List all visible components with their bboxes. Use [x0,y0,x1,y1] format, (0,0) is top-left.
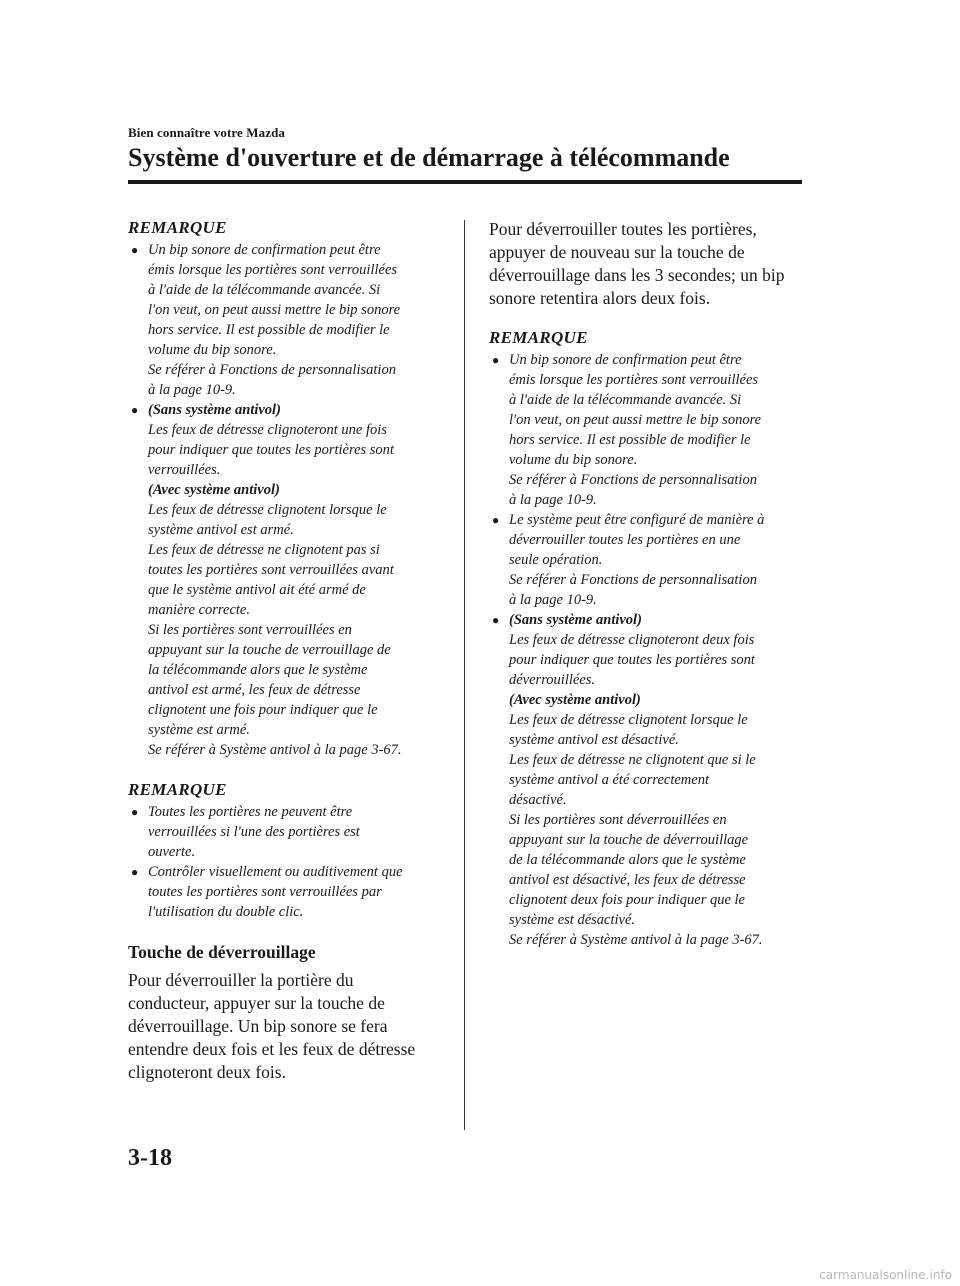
text-line: Se référer à Fonctions de personnalisation [509,572,757,588]
text-line: l'on veut, on peut aussi mettre le bip sonore [509,412,762,428]
text-line: Un bip sonore de confirmation peut être [509,352,742,368]
text-line: à la page 10-9. [509,492,597,508]
note-heading: REMARQUE [128,780,227,799]
note-item [128,400,440,760]
note-item [489,610,807,950]
text-line: seule opération. [509,552,603,568]
left-column [128,218,440,1084]
note-heading: REMARQUE [128,218,227,237]
watermark: carmanualsonline.info [819,1268,952,1282]
text-line: émis lorsque les portières sont verrouillées [148,262,398,278]
note-list [128,802,440,922]
text-line: Si les portières sont verrouillées en [148,622,352,638]
page-title: Système d'ouverture et de démarrage à télécommande [128,143,730,172]
bullet-icon: ● [492,353,500,367]
text-line: Les feux de détresse clignotent lorsque le [509,712,748,728]
note-list [128,240,440,760]
text-line: clignotent deux fois pour indiquer que le [509,892,745,908]
text-line: Si les portières sont déverrouillées en [509,812,727,828]
text-line: système est armé. [148,722,250,738]
section-heading: Touche de déverrouillage [128,942,316,962]
text-line: déverrouiller toutes les portières en une [509,532,741,548]
text-line: Pour déverrouiller la portière du [128,970,354,990]
text-line: émis lorsque les portières sont verrouillées [509,372,759,388]
text-line: à l'aide de la télécommande avancée. Si [509,392,742,408]
text-line: Les feux de détresse clignoteront deux fois [509,632,755,648]
text-line: sonore retentira alors deux fois. [489,288,711,308]
text-line: la télécommande alors que le système [148,662,368,678]
note-list [489,350,807,950]
text-line: appuyant sur la touche de verrouillage de [148,642,391,658]
note-item [489,510,807,610]
column-divider [464,220,465,1130]
text-line: Les feux de détresse ne clignotent pas si [148,542,380,558]
text-line: toutes les portières sont verrouillées avant [148,562,394,578]
header-rule [128,180,802,184]
text-line: hors service. Il est possible de modifier le [148,322,390,338]
text-line: volume du bip sonore. [509,452,638,468]
text-line: toutes les portières sont verrouillées par [148,884,382,900]
text-line: clignoteront deux fois. [128,1062,286,1082]
text-line: antivol est désactivé, les feux de détresse [509,872,746,888]
note-item [128,240,440,400]
text-line: système antivol est désactivé. [509,732,679,748]
body-paragraph [128,969,440,1084]
text-line: à la page 10-9. [148,382,236,398]
text-line: Les feux de détresse clignoteront une fois [148,422,387,438]
text-line: Se référer à Système antivol à la page 3-67. [148,742,402,758]
text-line: entendre deux fois et les feux de détresse [128,1039,416,1059]
text-line: de la télécommande alors que le système [509,852,746,868]
note-subheading: (Sans système antivol) [148,402,281,418]
bullet-icon: ● [131,403,139,417]
bullet-icon: ● [492,613,500,627]
note-item-text [148,500,440,760]
text-line: Pour déverrouiller toutes les portières, [489,219,757,239]
body-paragraph [489,218,807,310]
text-line: pour indiquer que toutes les portières sont [509,652,755,668]
text-line: Un bip sonore de confirmation peut être [148,242,381,258]
text-line: verrouillées. [148,462,221,478]
text-line: déverrouillage. Un bip sonore se fera [128,1016,388,1036]
note-item-text [148,862,440,922]
section-label: Bien connaître votre Mazda [128,125,286,140]
right-column [489,218,807,950]
note-item-text [148,240,440,400]
text-line: pour indiquer que toutes les portières sont [148,442,394,458]
text-line: désactivé. [509,792,567,808]
note-subheading: (Avec système antivol) [148,482,280,498]
text-line: manière correcte. [148,602,250,618]
bullet-icon: ● [131,243,139,257]
text-line: Se référer à Système antivol à la page 3-67. [509,932,763,948]
text-line: clignotent une fois pour indiquer que le [148,702,378,718]
note-item [489,350,807,510]
text-line: l'utilisation du double clic. [148,904,304,920]
page-number: 3-18 [128,1145,172,1171]
note-item [128,802,440,862]
text-line: conducteur, appuyer sur la touche de [128,993,385,1013]
text-line: Les feux de détresse ne clignotent que si le [509,752,756,768]
text-line: Se référer à Fonctions de personnalisation [509,472,757,488]
text-line: appuyant sur la touche de déverrouillage [509,832,749,848]
text-line: appuyer de nouveau sur la touche de [489,242,745,262]
text-line: Toutes les portières ne peuvent être [148,804,353,820]
note-subheading: (Sans système antivol) [509,612,642,628]
text-line: volume du bip sonore. [148,342,277,358]
text-line: Le système peut être configuré de manière à [509,512,765,528]
text-line: antivol est armé, les feux de détresse [148,682,361,698]
text-line: hors service. Il est possible de modifier le [509,432,751,448]
text-line: ouverte. [148,844,196,860]
text-line: Les feux de détresse clignotent lorsque le [148,502,387,518]
text-line: système antivol est armé. [148,522,294,538]
note-subheading: (Avec système antivol) [509,692,641,708]
bullet-icon: ● [131,865,139,879]
note-item-text [148,420,440,480]
text-line: à la page 10-9. [509,592,597,608]
text-line: système est désactivé. [509,912,636,928]
text-line: Se référer à Fonctions de personnalisation [148,362,396,378]
note-item-text [509,350,807,510]
text-line: déverrouillées. [509,672,596,688]
text-line: déverrouillage dans les 3 secondes; un bip [489,265,785,285]
bullet-icon: ● [492,513,500,527]
bullet-icon: ● [131,805,139,819]
text-line: Contrôler visuellement ou auditivement que [148,864,403,880]
note-heading: REMARQUE [489,328,588,347]
text-line: verrouillées si l'une des portières est [148,824,360,840]
note-item-text [509,510,807,610]
text-line: à l'aide de la télécommande avancée. Si [148,282,381,298]
note-item-text [148,802,440,862]
note-item-text [509,630,807,690]
text-line: système antivol a été correctement [509,772,709,788]
text-line: l'on veut, on peut aussi mettre le bip sonore [148,302,401,318]
note-item-text [509,710,807,950]
note-item [128,862,440,922]
text-line: que le système antivol ait été armé de [148,582,366,598]
